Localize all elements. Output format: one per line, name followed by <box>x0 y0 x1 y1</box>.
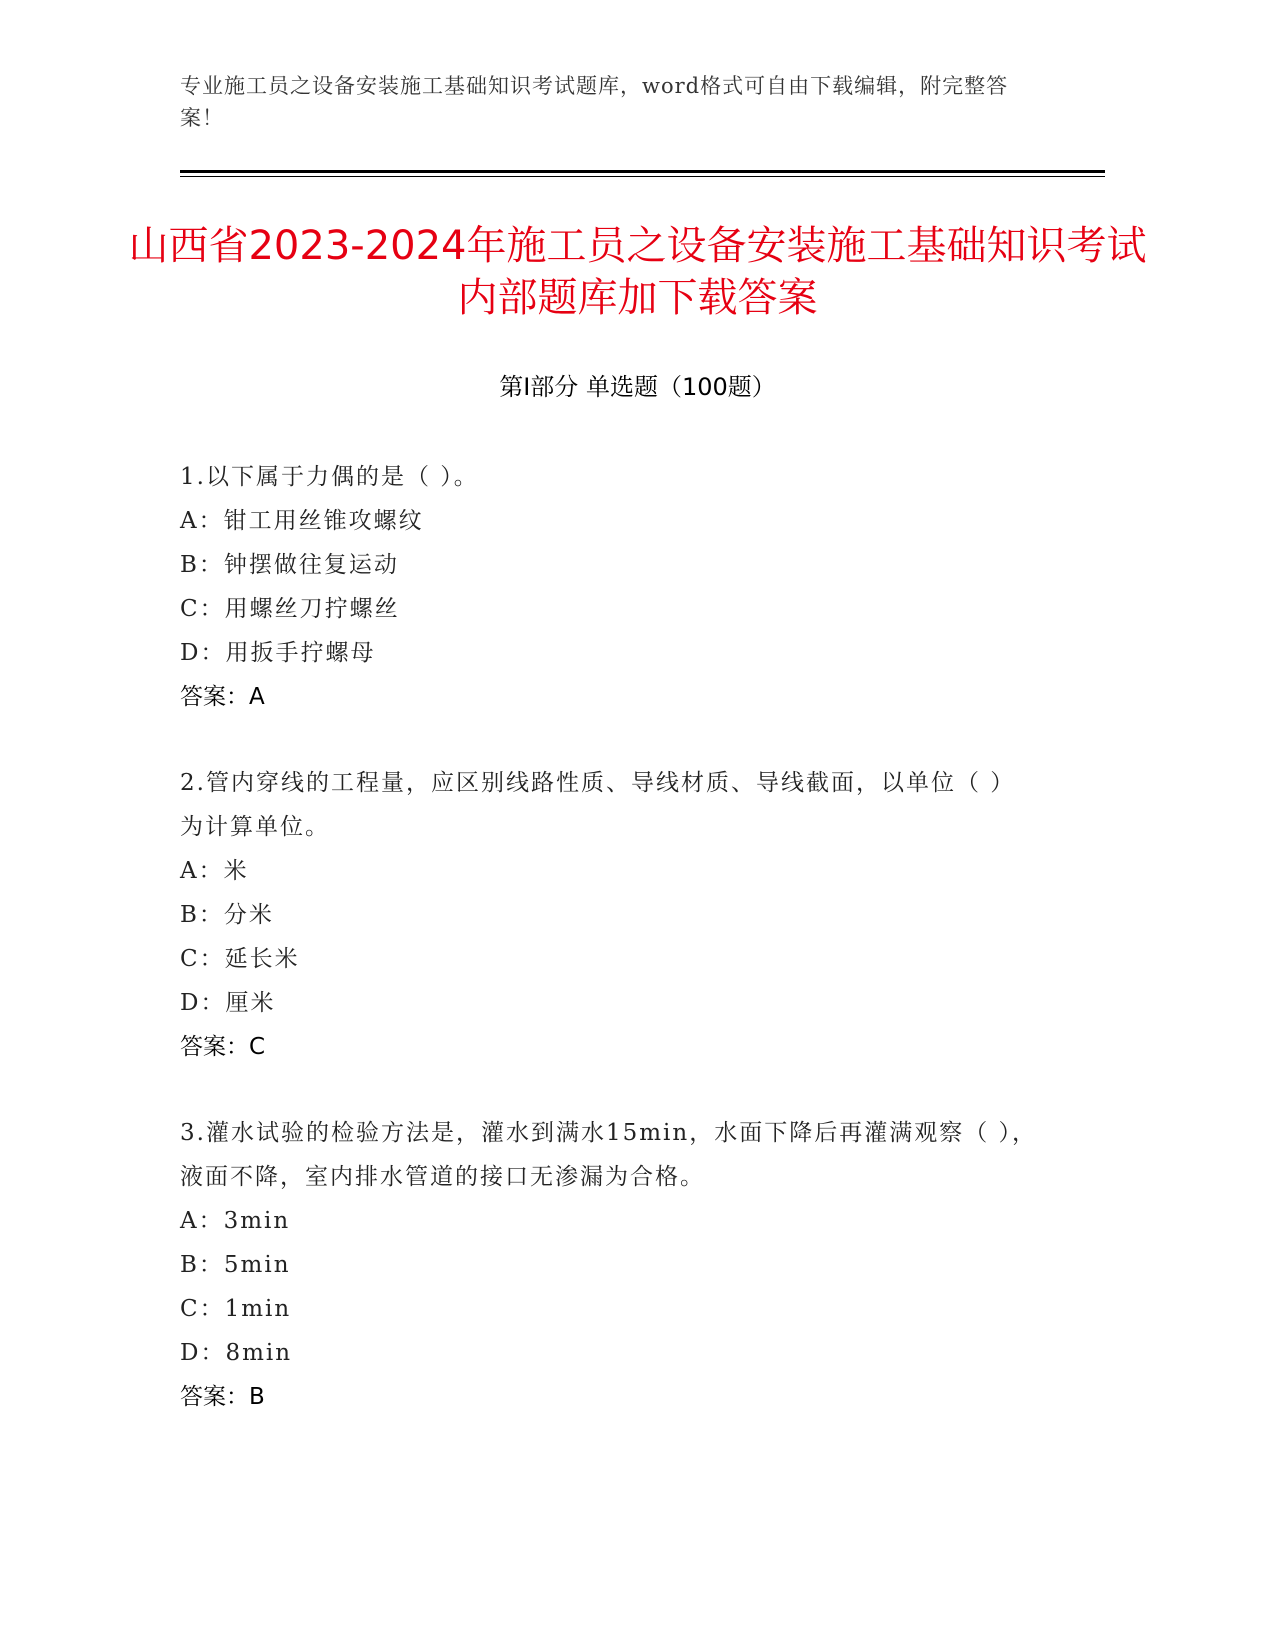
question-3 <box>180 1111 1040 1419</box>
option-c: C：用螺丝刀拧螺丝 <box>180 596 400 622</box>
question-2 <box>180 761 1040 1069</box>
answer: 答案：A <box>180 684 265 710</box>
question-list <box>180 455 1040 1461</box>
question-stem: 3.灌水试验的检验方法是，灌水到满水15min，水面下降后再灌满观察（ ），液面不降，室内排水管道的接口无渗漏为合格。 <box>180 1120 1038 1190</box>
option-d: D：8min <box>180 1340 293 1366</box>
option-b: B：钟摆做往复运动 <box>180 552 399 578</box>
answer: 答案：B <box>180 1384 265 1410</box>
question-stem: 1.以下属于力偶的是（ ）。 <box>180 464 479 490</box>
header-note: 专业施工员之设备安装施工基础知识考试题库，word格式可自由下载编辑，附完整答案！ <box>180 74 1009 130</box>
question-1 <box>180 455 1040 719</box>
header-rule-thin <box>180 176 1105 177</box>
option-a: A：钳工用丝锥攻螺纹 <box>180 508 424 534</box>
option-d: D：厘米 <box>180 990 276 1016</box>
option-a: A：3min <box>180 1208 291 1234</box>
document-title: 山西省2023-2024年施工员之设备安装施工基础知识考试内部题库加下载答案 <box>128 223 1147 321</box>
option-c: C：1min <box>180 1296 292 1322</box>
section-heading: 第Ⅰ部分 单选题（100题） <box>499 373 776 401</box>
option-a: A：米 <box>180 858 249 884</box>
option-b: B：分米 <box>180 902 274 928</box>
option-b: B：5min <box>180 1252 291 1278</box>
header-rule-thick <box>180 170 1105 173</box>
question-stem: 2.管内穿线的工程量，应区别线路性质、导线材质、导线截面，以单位（ ）为计算单位。 <box>180 770 1016 840</box>
option-d: D：用扳手拧螺母 <box>180 640 376 666</box>
option-c: C：延长米 <box>180 946 300 972</box>
answer: 答案：C <box>180 1034 266 1060</box>
